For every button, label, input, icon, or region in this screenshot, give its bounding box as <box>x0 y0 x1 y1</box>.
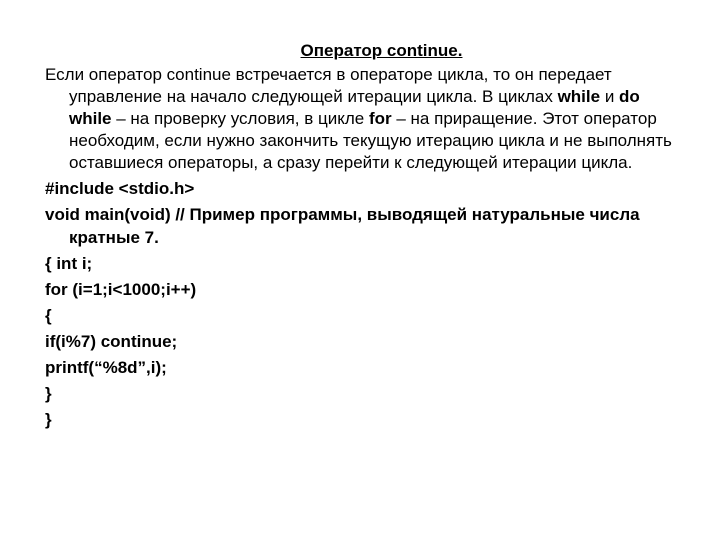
keyword-while: while <box>557 87 601 106</box>
code-line-if-continue: if(i%7) continue; <box>45 332 178 351</box>
code-line-for: for (i=1;i<1000;i++) <box>45 280 197 299</box>
paragraph-text-1: Если оператор continue встречается в операторе цикла, то он передает управление на начало следующей итерации цикла. В циклах <box>45 65 612 106</box>
code-line-close-brace-outer: } <box>45 410 52 429</box>
code-line-main: void main(void) // Пример программы, выводящей натуральные числа кратные 7. <box>45 205 640 247</box>
code-line-declaration: { int i; <box>45 254 93 273</box>
code-line-printf: printf(“%8d”,i); <box>45 358 167 377</box>
paragraph-text-3: – на проверку условия, в цикле <box>111 109 369 128</box>
description-paragraph <box>45 64 682 174</box>
code-block <box>45 177 682 431</box>
slide-title: Оператор continue. <box>300 41 463 60</box>
keyword-do-while: do while <box>69 87 640 128</box>
code-line-include: #include <stdio.h> <box>45 179 195 198</box>
paragraph-text-2: и <box>600 87 620 106</box>
keyword-for: for <box>368 109 392 128</box>
code-line-open-brace: { <box>45 306 52 325</box>
code-line-close-brace-inner: } <box>45 384 52 403</box>
paragraph-text-4: – на приращение. Этот оператор необходим, если нужно закончить текущую итерацию цикла и не выполнять оставшиеся операторы, а сразу перейти к следующей итерации цикла. <box>69 109 672 172</box>
